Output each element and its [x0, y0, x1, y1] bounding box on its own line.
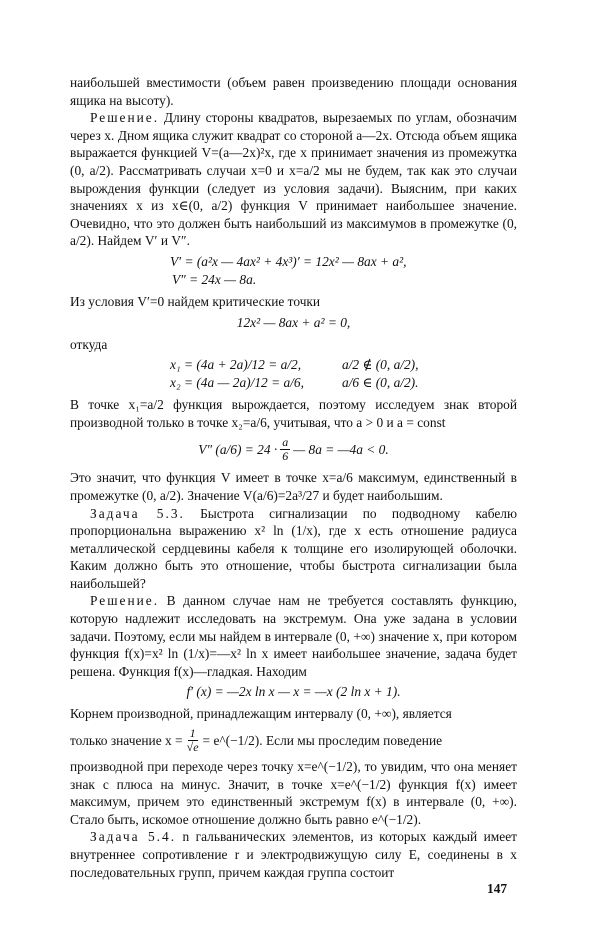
equation-root-value: только значение x = $\frac{1}{√e}$ = e^(−1/2). Если мы проследим поведение — [70, 726, 443, 755]
equation-root-2: x₂ = (4a — 2a)/12 = a/6, a/6 ∈ (0, a/2). — [170, 375, 419, 391]
problem-heading-5-3: Задача 5.3. — [90, 505, 185, 521]
paragraph-conclusion: Это значит, что функция V имеет в точке x=a/6 максимум, единственный в промежутке (0, a/2). Значение V(a/6)=2a³/27 и будет наибольшим. — [70, 470, 517, 503]
equation-quadratic: 12x² — 8ax + a² = 0, — [236, 314, 351, 330]
solution-text: Длину стороны квадратов, вырезаемых по углам, обозначим через x. Дном ящика служит квадрат со стороной a—2x. Отсюда объем ящика выражается функцией V=(a—2x)²x, где x принимает значения из промежутка (0, a/2). Рассматривать случаи x=0 и x=a/2 мы не будем, так как это случаи вырождения функции (следует из условия задачи). Выясним, при каких значениях x из x∈(0, a/2) функция V принимает наибольшее значение. Очевидно, что это должен быть наибольший из максимумов в промежутке (0, a/2). Найдем V′ и V″. — [70, 110, 517, 249]
paragraph-whence: откуда — [70, 336, 108, 352]
paragraph-intro: наибольшей вместимости (объем равен произведению площади основания ящика на высоту). — [70, 75, 517, 108]
paragraph-problem-5-4: Задача 5.4. n гальванических элементов, из которых каждый имеет внутреннее сопротивление r и электродвижущую силу E, соединены в x последовательных групп, причем каждая группа состоит — [70, 829, 517, 880]
fraction-one-over-root-e: $\frac{1}{√e}$ — [186, 726, 199, 755]
solution-heading-2: Решение. — [90, 593, 160, 609]
equation-root-1: x₁ = (4a + 2a)/12 = a/2, a/2 ∉ (0, a/2), — [170, 357, 419, 373]
equation-first-derivative: V′ = (a²x — 4ax² + 4x³)′ = 12x² — 8ax + a², — [170, 253, 407, 269]
paragraph-critical-points: Из условия V′=0 найдем критические точки — [70, 293, 321, 309]
equation-second-derivative: V″ = 24x — 8a. — [172, 271, 257, 287]
equation-f-prime: f′ (x) = —2x ln x — x = —x (2 ln x + 1). — [186, 684, 401, 700]
equation-second-derivative-value: V″ (a/6) = 24 · $\frac{a}{6}$ — 8a = —4a < 0. — [198, 435, 389, 464]
paragraph-solution-1 — [70, 109, 517, 250]
paragraph-maximum: производной при переходе через точку x=e^(−1/2), то увидим, что она меняет знак с плюса на минус. Значит, в точке x=e^(−1/2) функция f(x) имеет максимум, причем это единственный экстремум f(x) в интервале (0, +∞). Стало быть, искомое отношение должно быть равно e^(−1/2). — [70, 759, 517, 827]
fraction-a-over-6: $\frac{a}{6}$ — [282, 435, 289, 464]
solution-heading: Решение. — [90, 110, 160, 126]
paragraph-root: Корнем производной, принадлежащим интервалу (0, +∞), является — [70, 706, 452, 722]
equation-roots — [70, 356, 517, 392]
equation-derivatives — [70, 253, 517, 289]
page-body — [70, 74, 517, 881]
problem-heading-5-4: Задача 5.4. — [90, 829, 177, 845]
paragraph-second-derivative-test: В точке x₁=a/2 функция вырождается, поэтому исследуем знак второй производной только в точке x₂=a/6, учитывая, что a > 0 и a = const — [70, 397, 517, 430]
paragraph-solution-2: Решение. В данном случае нам не требуется составлять функцию, которую надлежит исследовать на экстремум. Она уже задана в условии задачи. Поэтому, если мы найдем в интервале (0, +∞) значение x, при котором функция f(x)=x² ln (1/x)=—x² ln x имеет наибольшее значение, задача будет решена. Функция f(x)—гладкая. Находим — [70, 593, 517, 679]
paragraph-problem-5-3: Задача 5.3. Быстрота сигнализации по подводному кабелю пропорциональна выражению x² ln (1/x), где x есть отношение радиуса металлической сердцевины кабеля к толщине его изолирующей оболочки. Каким должно быть это отношение, чтобы быстрота сигнализации была наибольшей? — [70, 505, 517, 591]
page-number: 147 — [487, 881, 508, 896]
